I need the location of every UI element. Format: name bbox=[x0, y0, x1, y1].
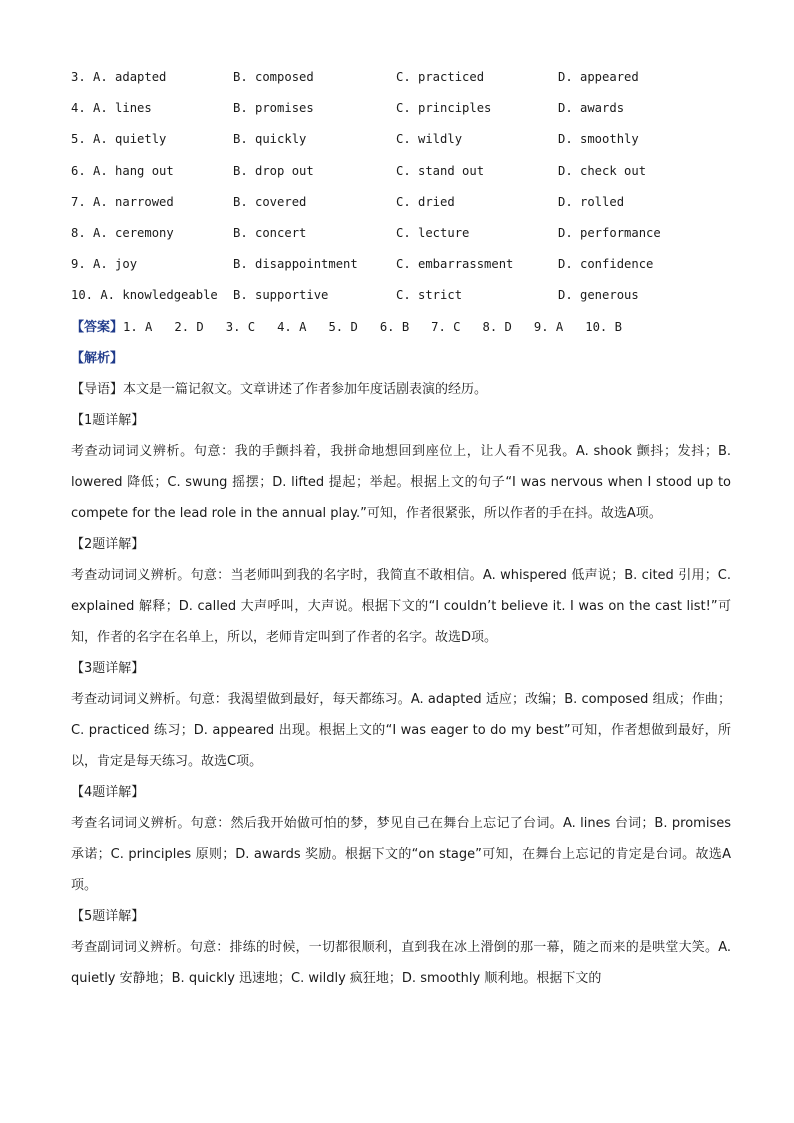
analysis-label: 【解析】 bbox=[71, 350, 124, 366]
answer-key bbox=[71, 312, 731, 343]
answer-item: 8. D bbox=[482, 319, 512, 334]
option-8-b: B. concert bbox=[233, 225, 307, 240]
option-row-5 bbox=[71, 124, 731, 155]
detail-heading-3: 【3题详解】 bbox=[71, 660, 145, 676]
answer-item: 3. C bbox=[225, 319, 256, 334]
option-5-a: 5. A. quietly bbox=[71, 132, 167, 147]
options-table bbox=[71, 62, 731, 312]
answer-item: 2. D bbox=[174, 319, 204, 334]
detail-heading-2: 【2题详解】 bbox=[71, 536, 145, 552]
detail-text-1: 考查动词词义辨析。句意：我的手颤抖着，我拼命地想回到座位上，让人看不见我。A. shook 颤抖；发抖；B. lowered 降低；C. swung 摇摆；D. lifted 提起；举起。根据上文的句子“I was nervous when I stood up to compete for the lead role in the annual play.”可知，作者很紧张，所以作者的手在抖。故选A项。 bbox=[71, 443, 731, 521]
option-5-c: C. wildly bbox=[396, 132, 463, 147]
detail-heading-1: 【1题详解】 bbox=[71, 412, 145, 428]
option-3-d: D. appeared bbox=[558, 70, 639, 84]
option-5-d: D. smoothly bbox=[558, 132, 639, 147]
option-row-4 bbox=[71, 93, 731, 124]
answer-item: 9. A bbox=[533, 319, 564, 334]
option-9-b: B. disappointment bbox=[233, 257, 358, 272]
option-10-c: C. strict bbox=[396, 288, 463, 303]
option-4-a: 4. A. lines bbox=[71, 101, 152, 116]
option-8-c: C. lecture bbox=[396, 225, 470, 240]
detail-text-5: 考查副词词义辨析。句意：排练的时候，一切都很顺利，直到我在冰上滑倒的那一幕，随之而来的是哄堂大笑。A. quietly 安静地；B. quickly 迅速地；C. wildly 疯狂地；D. smoothly 顺利地。根据下文的 bbox=[71, 939, 731, 986]
answer-label: 【答案】 bbox=[71, 319, 124, 335]
option-6-d: D. check out bbox=[558, 163, 647, 178]
answer-item: 5. D bbox=[328, 319, 358, 334]
option-6-a: 6. A. hang out bbox=[71, 163, 174, 178]
option-row-6 bbox=[71, 156, 731, 187]
option-3-b: B. composed bbox=[233, 70, 314, 84]
option-7-d: D. rolled bbox=[558, 194, 625, 209]
option-10-d: D. generous bbox=[558, 288, 639, 303]
option-9-d: D. confidence bbox=[558, 257, 654, 272]
option-7-b: B. covered bbox=[233, 194, 307, 209]
option-7-a: 7. A. narrowed bbox=[71, 194, 174, 209]
option-5-b: B. quickly bbox=[233, 132, 307, 147]
detail-heading-4: 【4题详解】 bbox=[71, 784, 145, 800]
option-9-c: C. embarrassment bbox=[396, 257, 514, 272]
option-4-b: B. promises bbox=[233, 101, 314, 116]
option-3-a: 3. A. adapted bbox=[71, 70, 167, 84]
answer-item: 4. A bbox=[277, 319, 307, 334]
detail-text-2: 考查动词词义辨析。句意：当老师叫到我的名字时，我简直不敢相信。A. whispered 低声说；B. cited 引用；C. explained 解释；D. called 大声呼叫，大声说。根据下文的“I couldn’t believe it. I was on the cast list!”可知，作者的名字在名单上，所以，老师肯定叫到了作者的名字。故选D项。 bbox=[71, 567, 731, 645]
document-page bbox=[71, 62, 731, 994]
answer-item: 10. B bbox=[585, 319, 622, 334]
option-7-c: C. dried bbox=[396, 194, 455, 209]
guide-paragraph: 【导语】本文是一篇记叙文。文章讲述了作者参加年度话剧表演的经历。 bbox=[71, 381, 488, 397]
option-3-c: C. practiced bbox=[396, 70, 485, 84]
option-row-3 bbox=[71, 62, 731, 93]
option-8-d: D. performance bbox=[558, 225, 661, 240]
option-9-a: 9. A. joy bbox=[71, 257, 138, 272]
option-6-c: C. stand out bbox=[396, 163, 485, 178]
option-10-a: 10. A. knowledgeable bbox=[71, 288, 218, 303]
option-4-d: D. awards bbox=[558, 101, 625, 116]
option-8-a: 8. A. ceremony bbox=[71, 225, 174, 240]
detail-text-3: 考查动词词义辨析。句意：我渴望做到最好，每天都练习。A. adapted 适应；改编；B. composed 组成；作曲；C. practiced 练习；D. appeared 出现。根据上文的“I was eager to do my best”可知，作者想做到最好，所以，肯定是每天练习。故选C项。 bbox=[71, 691, 731, 769]
option-10-b: B. supportive bbox=[233, 288, 329, 303]
detail-heading-5: 【5题详解】 bbox=[71, 908, 145, 924]
option-6-b: B. drop out bbox=[233, 163, 314, 178]
answer-item: 7. C bbox=[431, 319, 461, 334]
option-row-7 bbox=[71, 187, 731, 218]
answer-item: 6. B bbox=[379, 319, 410, 334]
detail-text-4: 考查名词词义辨析。句意：然后我开始做可怕的梦，梦见自己在舞台上忘记了台词。A. lines 台词；B. promises 承诺；C. principles 原则；D. awards 奖励。根据下文的“on stage”可知，在舞台上忘记的肯定是台词。故选A项。 bbox=[71, 815, 731, 893]
option-row-10 bbox=[71, 280, 731, 311]
option-row-9 bbox=[71, 249, 731, 280]
option-row-8 bbox=[71, 218, 731, 249]
answer-item: 1. A bbox=[123, 319, 153, 334]
option-4-c: C. principles bbox=[396, 101, 492, 116]
